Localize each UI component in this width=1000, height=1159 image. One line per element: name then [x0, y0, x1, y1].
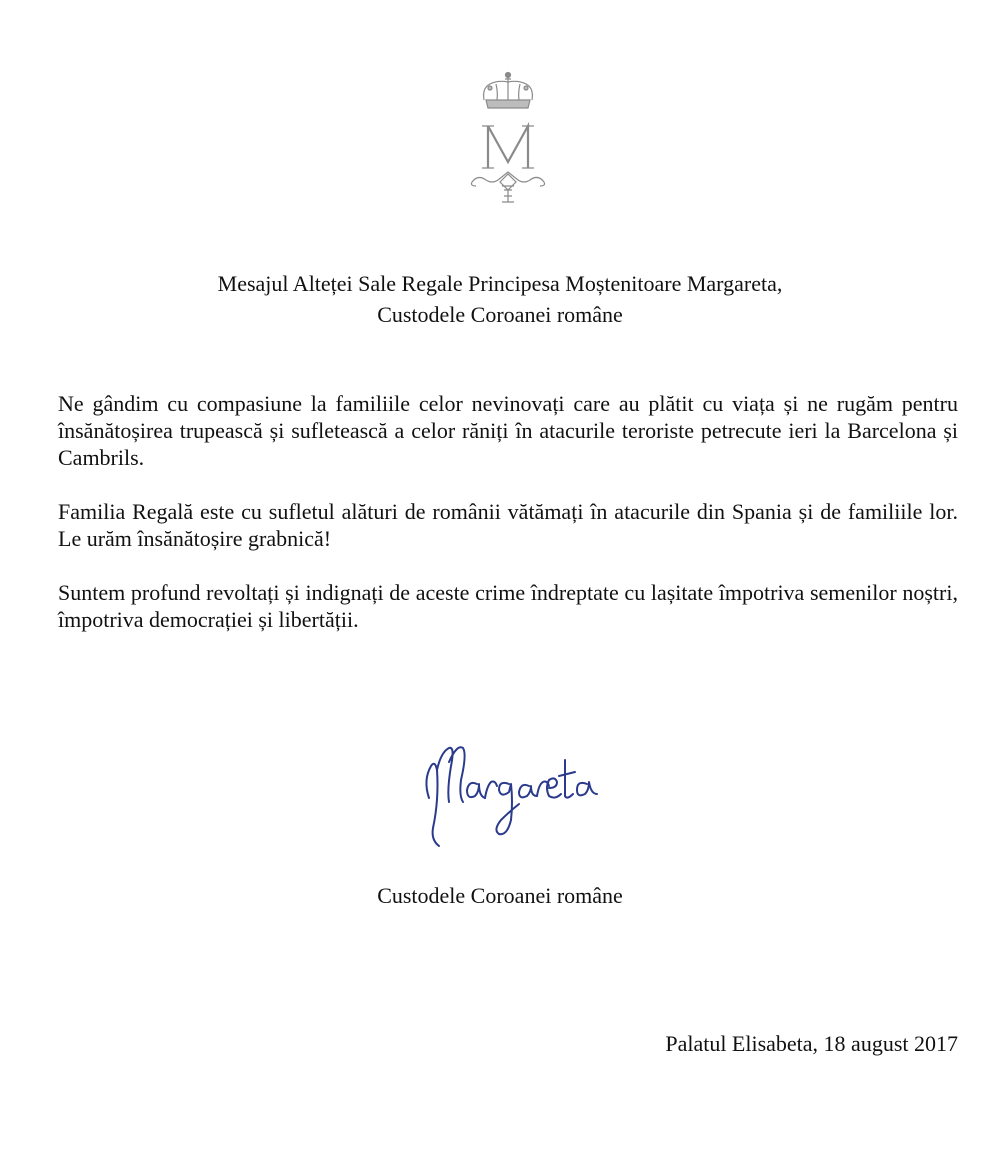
royal-monogram-icon [468, 70, 548, 210]
signatory-title: Custodele Coroanei române [377, 883, 623, 908]
title-line-2: Custodele Coroanei române [377, 302, 623, 327]
message-title [0, 268, 1000, 330]
body-paragraph-3: Suntem profund revoltați și indignați de aceste crime îndreptate cu lașitate împotriva semenilor noștri, împotriva democrației și libertății. [58, 580, 958, 632]
body-paragraph-1: Ne gândim cu compasiune la familiile celor nevinovați care au plătit cu viața și ne rugăm pentru însănătoșirea trupească și sufletească a celor răniți în atacurile teroriste petrecute ieri la Barcelona și Cambrils. [58, 391, 958, 470]
body-paragraph-2: Familia Regală este cu sufletul alături de românii vătămați în atacurile din Spania și de familiile lor. Le urăm însănătoșire grabnică! [58, 499, 958, 551]
title-line-1: Mesajul Alteței Sale Regale Principesa Moștenitoare Margareta, [217, 271, 783, 296]
handwritten-signature [415, 740, 600, 855]
place-date: Palatul Elisabeta, 18 august 2017 [665, 1031, 958, 1056]
message-body [58, 390, 958, 660]
